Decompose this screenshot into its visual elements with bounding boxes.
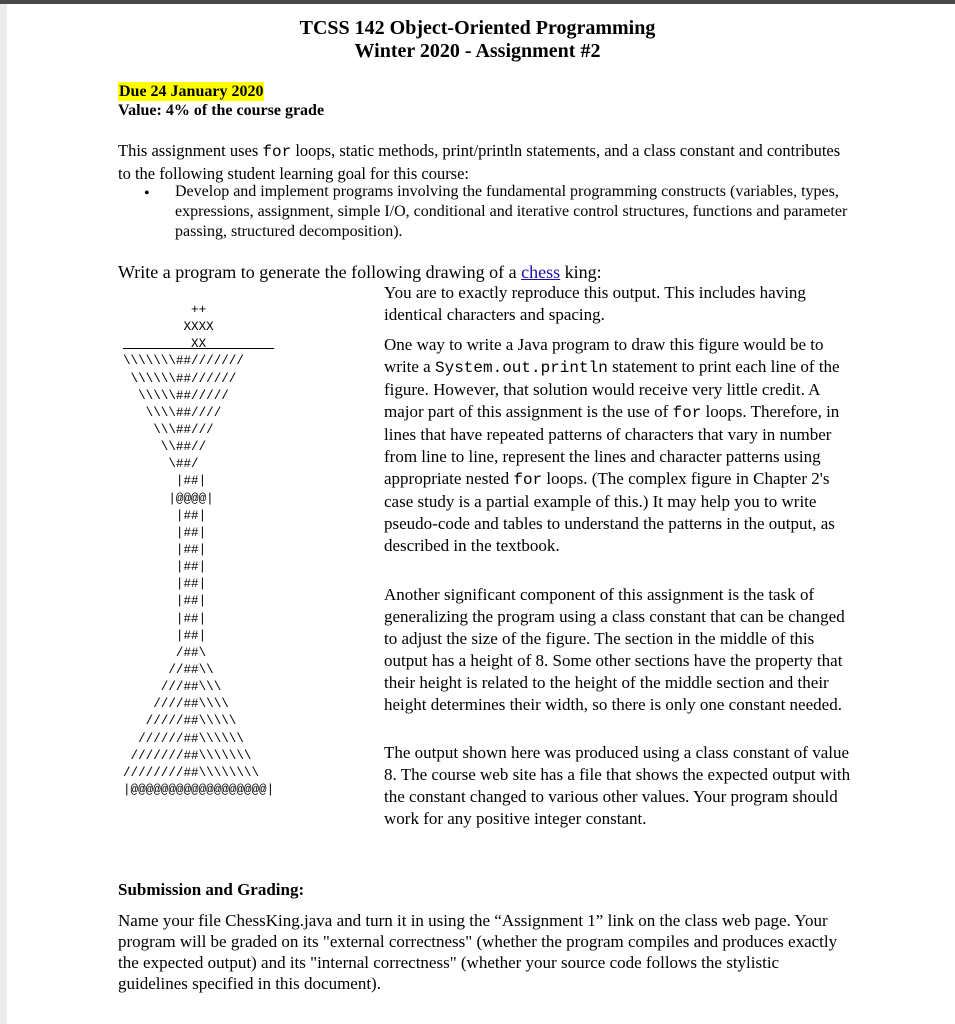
figure-line: \\\\\##///// xyxy=(123,388,229,403)
figure-line: |##| xyxy=(123,542,207,557)
figure-line: |@@@@| xyxy=(123,491,214,506)
figure-line-underlined: XX xyxy=(123,337,275,352)
instructions-paragraph-4: The output shown here was produced using a class constant of value 8. The course web site has a file that shows the expected output with the constant changed to various other values. Your program should work for any positive integer constant. xyxy=(384,743,851,828)
figure-line: \\\\##//// xyxy=(123,405,222,420)
figure-line: |@@@@@@@@@@@@@@@@@@| xyxy=(123,782,275,797)
figure-line: |##| xyxy=(123,525,207,540)
figure-line: //////##\\\\\\ xyxy=(123,731,244,746)
figure-line: ++ xyxy=(123,303,207,317)
figure-line: |##| xyxy=(123,594,207,609)
figure-line: //##\\ xyxy=(123,662,214,677)
instructions-paragraph-2: One way to write a Java program to draw this figure would be to write a System.out.println statement to print each line of the figure. However, that solution would receive very little credit. A major part of this assignment is the use of for loops. Therefore, in lines that have repeated patterns of characters that vary in number from line to line, represent the lines and character patterns using appropriate nested for loops. (The complex figure in Chapter 2's case study is a partial example of this.) It may help you to write pseudo-code and tables to understand the patterns in the output, as described in the textbook. xyxy=(384,335,840,555)
page-left-margin xyxy=(0,4,7,1024)
figure-line: XXXX xyxy=(123,320,214,335)
instructions-paragraph-1: You are to exactly reproduce this output. This includes having identical characters and spacing. xyxy=(384,283,806,324)
figure-line: ///////##\\\\\\\ xyxy=(123,748,252,763)
window-top-border xyxy=(0,0,955,4)
write-prompt: Write a program to generate the following drawing of a chess king: xyxy=(118,262,602,282)
figure-line: ////##\\\\ xyxy=(123,697,229,712)
code-for: for xyxy=(672,404,702,422)
figure-line: |##| xyxy=(123,577,207,592)
document-subtitle: Winter 2020 - Assignment #2 xyxy=(354,40,601,62)
intro-paragraph: This assignment uses for loops, static methods, print/println statements, and a class constant and contributes to the following student learning goal for this course: xyxy=(118,141,841,183)
submission-paragraph: Name your file ChessKing.java and turn it in using the “Assignment 1” link on the class web page. Your program will be graded on its "external correctness" (whether the program compiles and produces exactly the expected output) and its "internal correctness" (whether your source code follows the stylistic guidelines specified in this document). xyxy=(118,911,838,993)
figure-line: |##| xyxy=(123,508,207,523)
due-date-highlight: Due 24 January 2020 xyxy=(119,83,264,100)
figure-line: |##| xyxy=(123,611,207,626)
figure-line: |##| xyxy=(123,560,207,575)
figure-line: ////////##\\\\\\\\ xyxy=(123,765,260,780)
figure-line: \##/ xyxy=(123,457,199,472)
figure-line: /////##\\\\\ xyxy=(123,714,237,729)
figure-line: \\\\\\\##/////// xyxy=(123,354,244,369)
figure-line: \\\\\\##////// xyxy=(123,371,237,386)
code-for: for xyxy=(262,143,292,161)
figure-line: |##| xyxy=(123,628,207,643)
submission-heading: Submission and Grading: xyxy=(118,880,305,899)
learning-goal-bullet: Develop and implement programs involving the fundamental programming constructs (variables, types, expressions, assignment, simple I/O, conditional and iterative control structures, functions and parameter passing, structured decomposition). xyxy=(175,183,848,240)
figure-line: \\##// xyxy=(123,440,207,455)
code-println: System.out.println xyxy=(434,359,608,377)
instructions-paragraph-3: Another significant component of this assignment is the task of generalizing the program using a class constant that can be changed to adjust the size of the figure. The section in the middle of this output has a height of 8. Some other sections have the property that their height is related to the height of the middle section and their height determines their width, so there is only one constant needed. xyxy=(384,585,845,714)
grade-value: Value: 4% of the course grade xyxy=(118,102,325,119)
bullet-icon: • xyxy=(144,185,150,202)
chess-king-figure xyxy=(123,302,274,799)
figure-line: ///##\\\ xyxy=(123,680,222,695)
figure-line: /##\ xyxy=(123,645,207,660)
figure-line: \\\##/// xyxy=(123,422,214,437)
figure-line: |##| xyxy=(123,474,207,489)
figure-body xyxy=(123,353,274,799)
chess-link[interactable]: chess xyxy=(521,262,561,282)
code-for: for xyxy=(513,471,543,489)
document-title: TCSS 142 Object-Oriented Programming xyxy=(299,17,656,39)
